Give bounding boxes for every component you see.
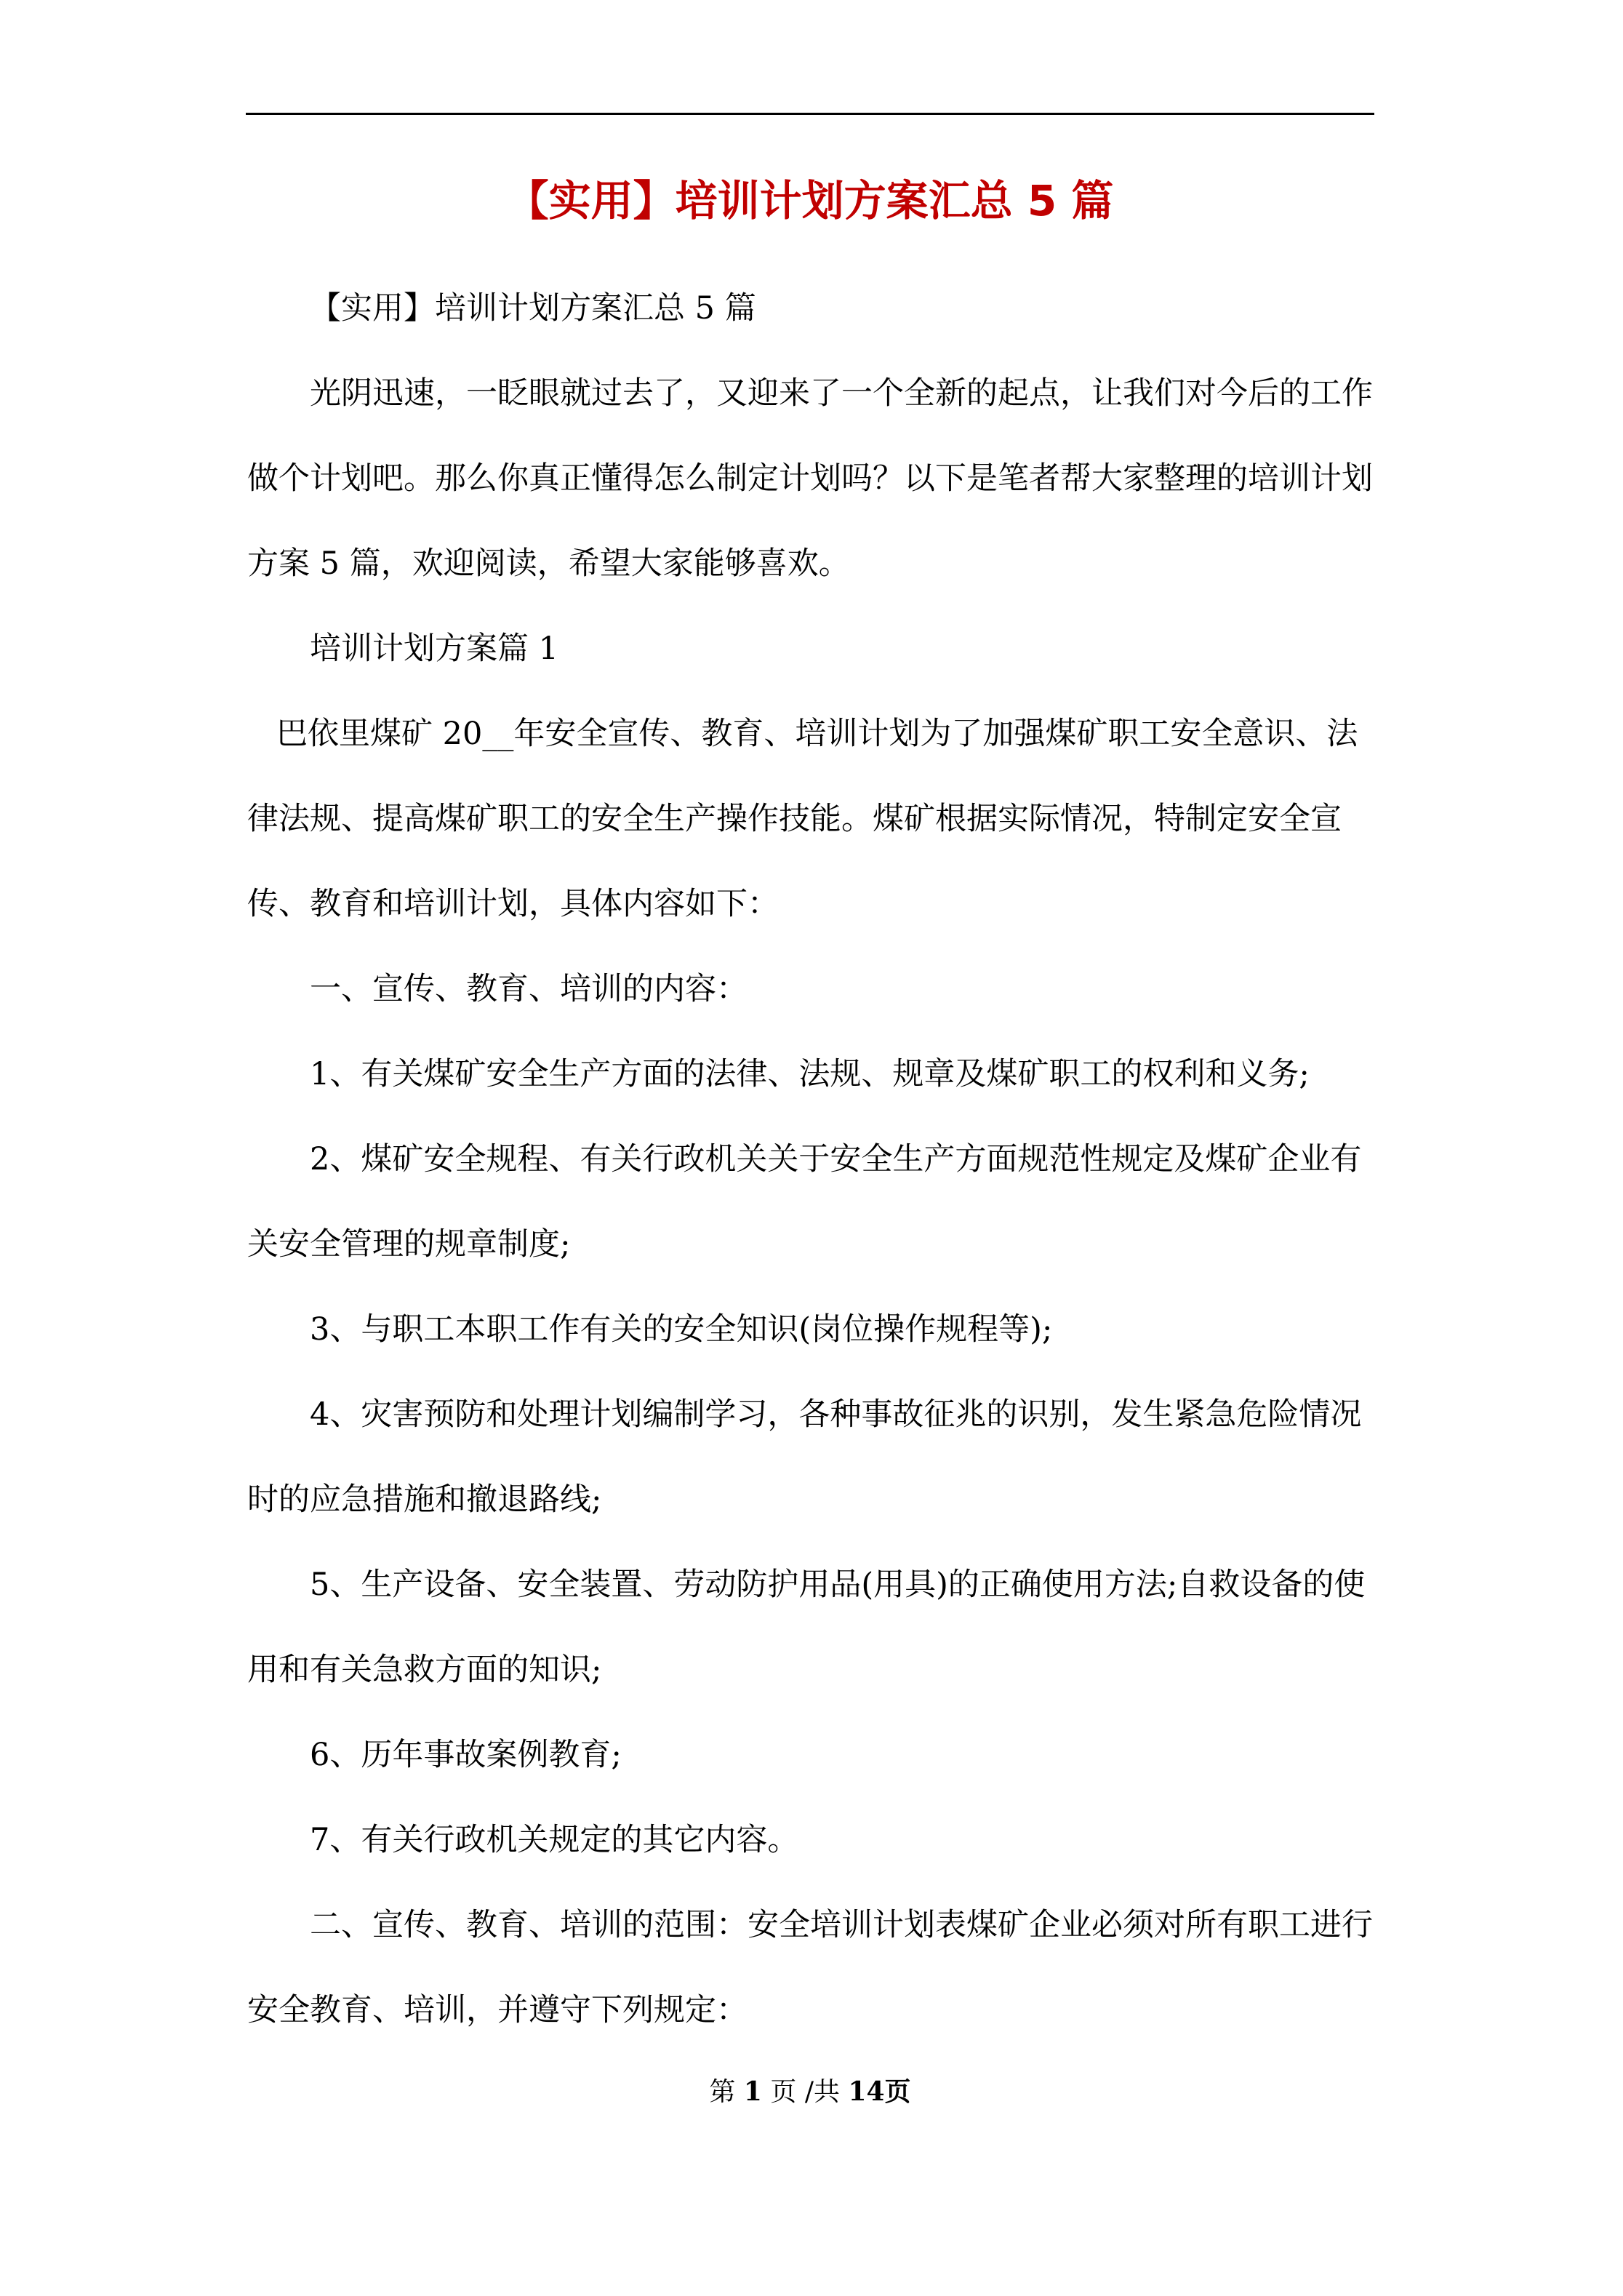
paragraph-item-2: 2、煤矿安全规程、有关行政机关关于安全生产方面规范性规定及煤矿企业有关安全管理的规章制度;	[247, 1141, 1362, 1263]
paragraph-plan-intro: 巴依里煤矿 20__年安全宣传、教育、培训计划为了加强煤矿职工安全意识、法律法规、提高煤矿职工的安全生产操作技能。煤矿根据实际情况，特制定安全宣传、教育和培训计划，具体内容如下：	[247, 716, 1358, 922]
footer-prefix: 第	[709, 2077, 736, 2107]
paragraph-subtitle: 【实用】培训计划方案汇总 5 篇	[310, 290, 756, 327]
footer-total-pages: 14	[848, 2076, 885, 2107]
document-title: 【实用】培训计划方案汇总 5 篇	[506, 176, 1114, 225]
paragraph-content-heading: 一、宣传、教育、培训的内容：	[310, 971, 748, 1007]
document-body	[247, 266, 1382, 2053]
page-footer	[246, 2070, 1374, 2114]
footer-suffix: 页	[884, 2076, 911, 2107]
paragraph-item-4: 4、灾害预防和处理计划编制学习，各种事故征兆的识别，发生紧急危险情况时的应急措施和撤退路线;	[247, 1396, 1362, 1518]
paragraph-section-heading: 培训计划方案篇 1	[310, 631, 559, 667]
header-rule	[246, 113, 1374, 115]
paragraph-item-6: 6、历年事故案例教育;	[310, 1737, 622, 1773]
paragraph-item-7: 7、有关行政机关规定的其它内容。	[310, 1822, 799, 1858]
paragraph-intro: 光阴迅速，一眨眼就过去了，又迎来了一个全新的起点，让我们对今后的工作做个计划吧。那么你真正懂得怎么制定计划吗？以下是笔者帮大家整理的培训计划方案 5 篇，欢迎阅读，希望大家能够喜欢。	[247, 375, 1373, 582]
footer-middle: 页 /共	[770, 2077, 840, 2107]
paragraph-item-1: 1、有关煤矿安全生产方面的法律、法规、规章及煤矿职工的权利和义务;	[310, 1056, 1310, 1092]
paragraph-scope: 二、宣传、教育、培训的范围：安全培训计划表煤矿企业必须对所有职工进行安全教育、培训，并遵守下列规定：	[247, 1907, 1373, 2028]
paragraph-item-5: 5、生产设备、安全装置、劳动防护用品(用具)的正确使用方法;自救设备的使用和有关急救方面的知识;	[247, 1567, 1366, 1688]
footer-page-number: 1	[743, 2076, 762, 2107]
paragraph-item-3: 3、与职工本职工作有关的安全知识(岗位操作规程等);	[310, 1311, 1053, 1348]
